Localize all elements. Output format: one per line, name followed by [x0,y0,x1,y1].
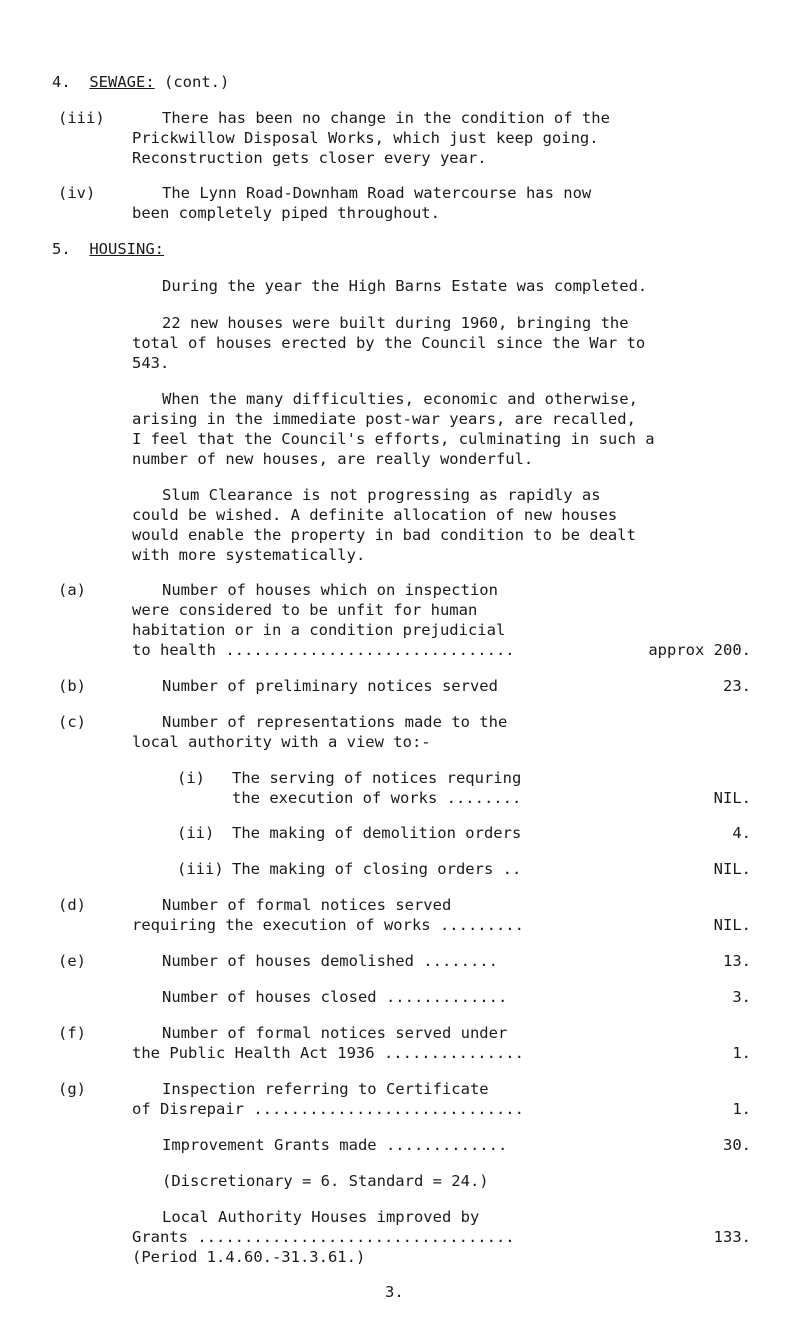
stat-value: 23. [723,677,751,695]
item-label: (iv) [58,184,96,202]
paragraph-line: During the year the High Barns Estate was completed. [162,277,648,295]
section-4-heading [52,72,229,93]
stat-line: Number of houses closed ............. [162,988,508,1006]
stat-line: Number of preliminary notices served [162,677,498,695]
paragraph-line: could be wished. A definite allocation of new houses [132,506,618,524]
stat-line: to health ............................... [132,641,515,659]
section-number: 5. [52,240,71,258]
stat-line: were considered to be unfit for human [132,601,478,619]
stat-line: Number of formal notices served under [162,1024,508,1042]
stat-label: (c) [58,713,86,731]
paragraph-line: Slum Clearance is not progressing as rapidly as [162,486,601,504]
sub-line: The making of closing orders .. [232,860,522,878]
stat-value: NIL. [713,789,751,807]
stat-value: 13. [723,952,751,970]
stat-line: local authority with a view to:- [132,733,431,751]
item-line: The Lynn Road-Downham Road watercourse has now [162,184,592,202]
stat-line: Number of formal notices served [162,896,452,914]
item-line: Prickwillow Disposal Works, which just keep going. [132,129,599,147]
stat-line: Inspection referring to Certificate [162,1080,489,1098]
sub-num: (i) [177,769,205,787]
stat-value: 133. [713,1228,751,1246]
stat-value: approx 200. [648,641,751,659]
stat-line: Number of representations made to the [162,713,508,731]
stat-label: (e) [58,952,86,970]
section-title: SEWAGE: [89,73,155,91]
item-line: Reconstruction gets closer every year. [132,149,487,167]
paragraph-line: arising in the immediate post-war years, are recalled, [132,410,636,428]
stat-line: of Disrepair ............................. [132,1100,524,1118]
stat-label: (b) [58,677,86,695]
stat-value: 3. [732,988,751,1006]
stat-value: 1. [732,1100,751,1118]
stat-value: 1. [732,1044,751,1062]
paragraph-line: with more systematically. [132,546,366,564]
section-number: 4. [52,73,71,91]
sub-num: (iii) [177,860,224,878]
stat-value: NIL. [713,860,751,878]
page-number: 3. [385,1283,404,1301]
stat-line: the Public Health Act 1936 ............... [132,1044,524,1062]
paragraph-line: 543. [132,354,170,372]
paragraph-line: 22 new houses were built during 1960, bringing the [162,314,629,332]
section-suffix: (cont.) [164,73,230,91]
stat-label: (f) [58,1024,86,1042]
stat-line: requiring the execution of works ......... [132,916,524,934]
paragraph-line: total of houses erected by the Council since the War to [132,334,646,352]
stat-label: (g) [58,1080,86,1098]
paragraph-line: number of new houses, are really wonderful. [132,450,534,468]
stat-value: 4. [732,824,751,842]
paragraph-line: When the many difficulties, economic and otherwise, [162,390,638,408]
sub-line: The making of demolition orders [232,824,522,842]
sub-line: The serving of notices requring [232,769,522,787]
stat-line: Local Authority Houses improved by [162,1208,480,1226]
item-label: (iii) [58,109,105,127]
stat-line: habitation or in a condition prejudicial [132,621,506,639]
section-title: HOUSING: [89,240,164,258]
item-line: been completely piped throughout. [132,204,440,222]
stat-line: Grants .................................. [132,1228,515,1246]
sub-num: (ii) [177,824,215,842]
paragraph-line: I feel that the Council's efforts, culminating in such a [132,430,655,448]
paragraph-line: would enable the property in bad condition to be dealt [132,526,636,544]
stat-value: 30. [723,1136,751,1154]
stat-line: (Period 1.4.60.-31.3.61.) [132,1248,366,1266]
stat-line: Number of houses demolished ........ [162,952,498,970]
section-5-heading [52,239,164,260]
stat-value: NIL. [713,916,751,934]
stat-label: (a) [58,581,86,599]
stat-label: (d) [58,896,86,914]
stat-note: (Discretionary = 6. Standard = 24.) [162,1172,489,1190]
sub-line: the execution of works ........ [232,789,522,807]
stat-line: Number of houses which on inspection [162,581,498,599]
item-line: There has been no change in the condition of the [162,109,610,127]
stat-line: Improvement Grants made ............. [162,1136,508,1154]
